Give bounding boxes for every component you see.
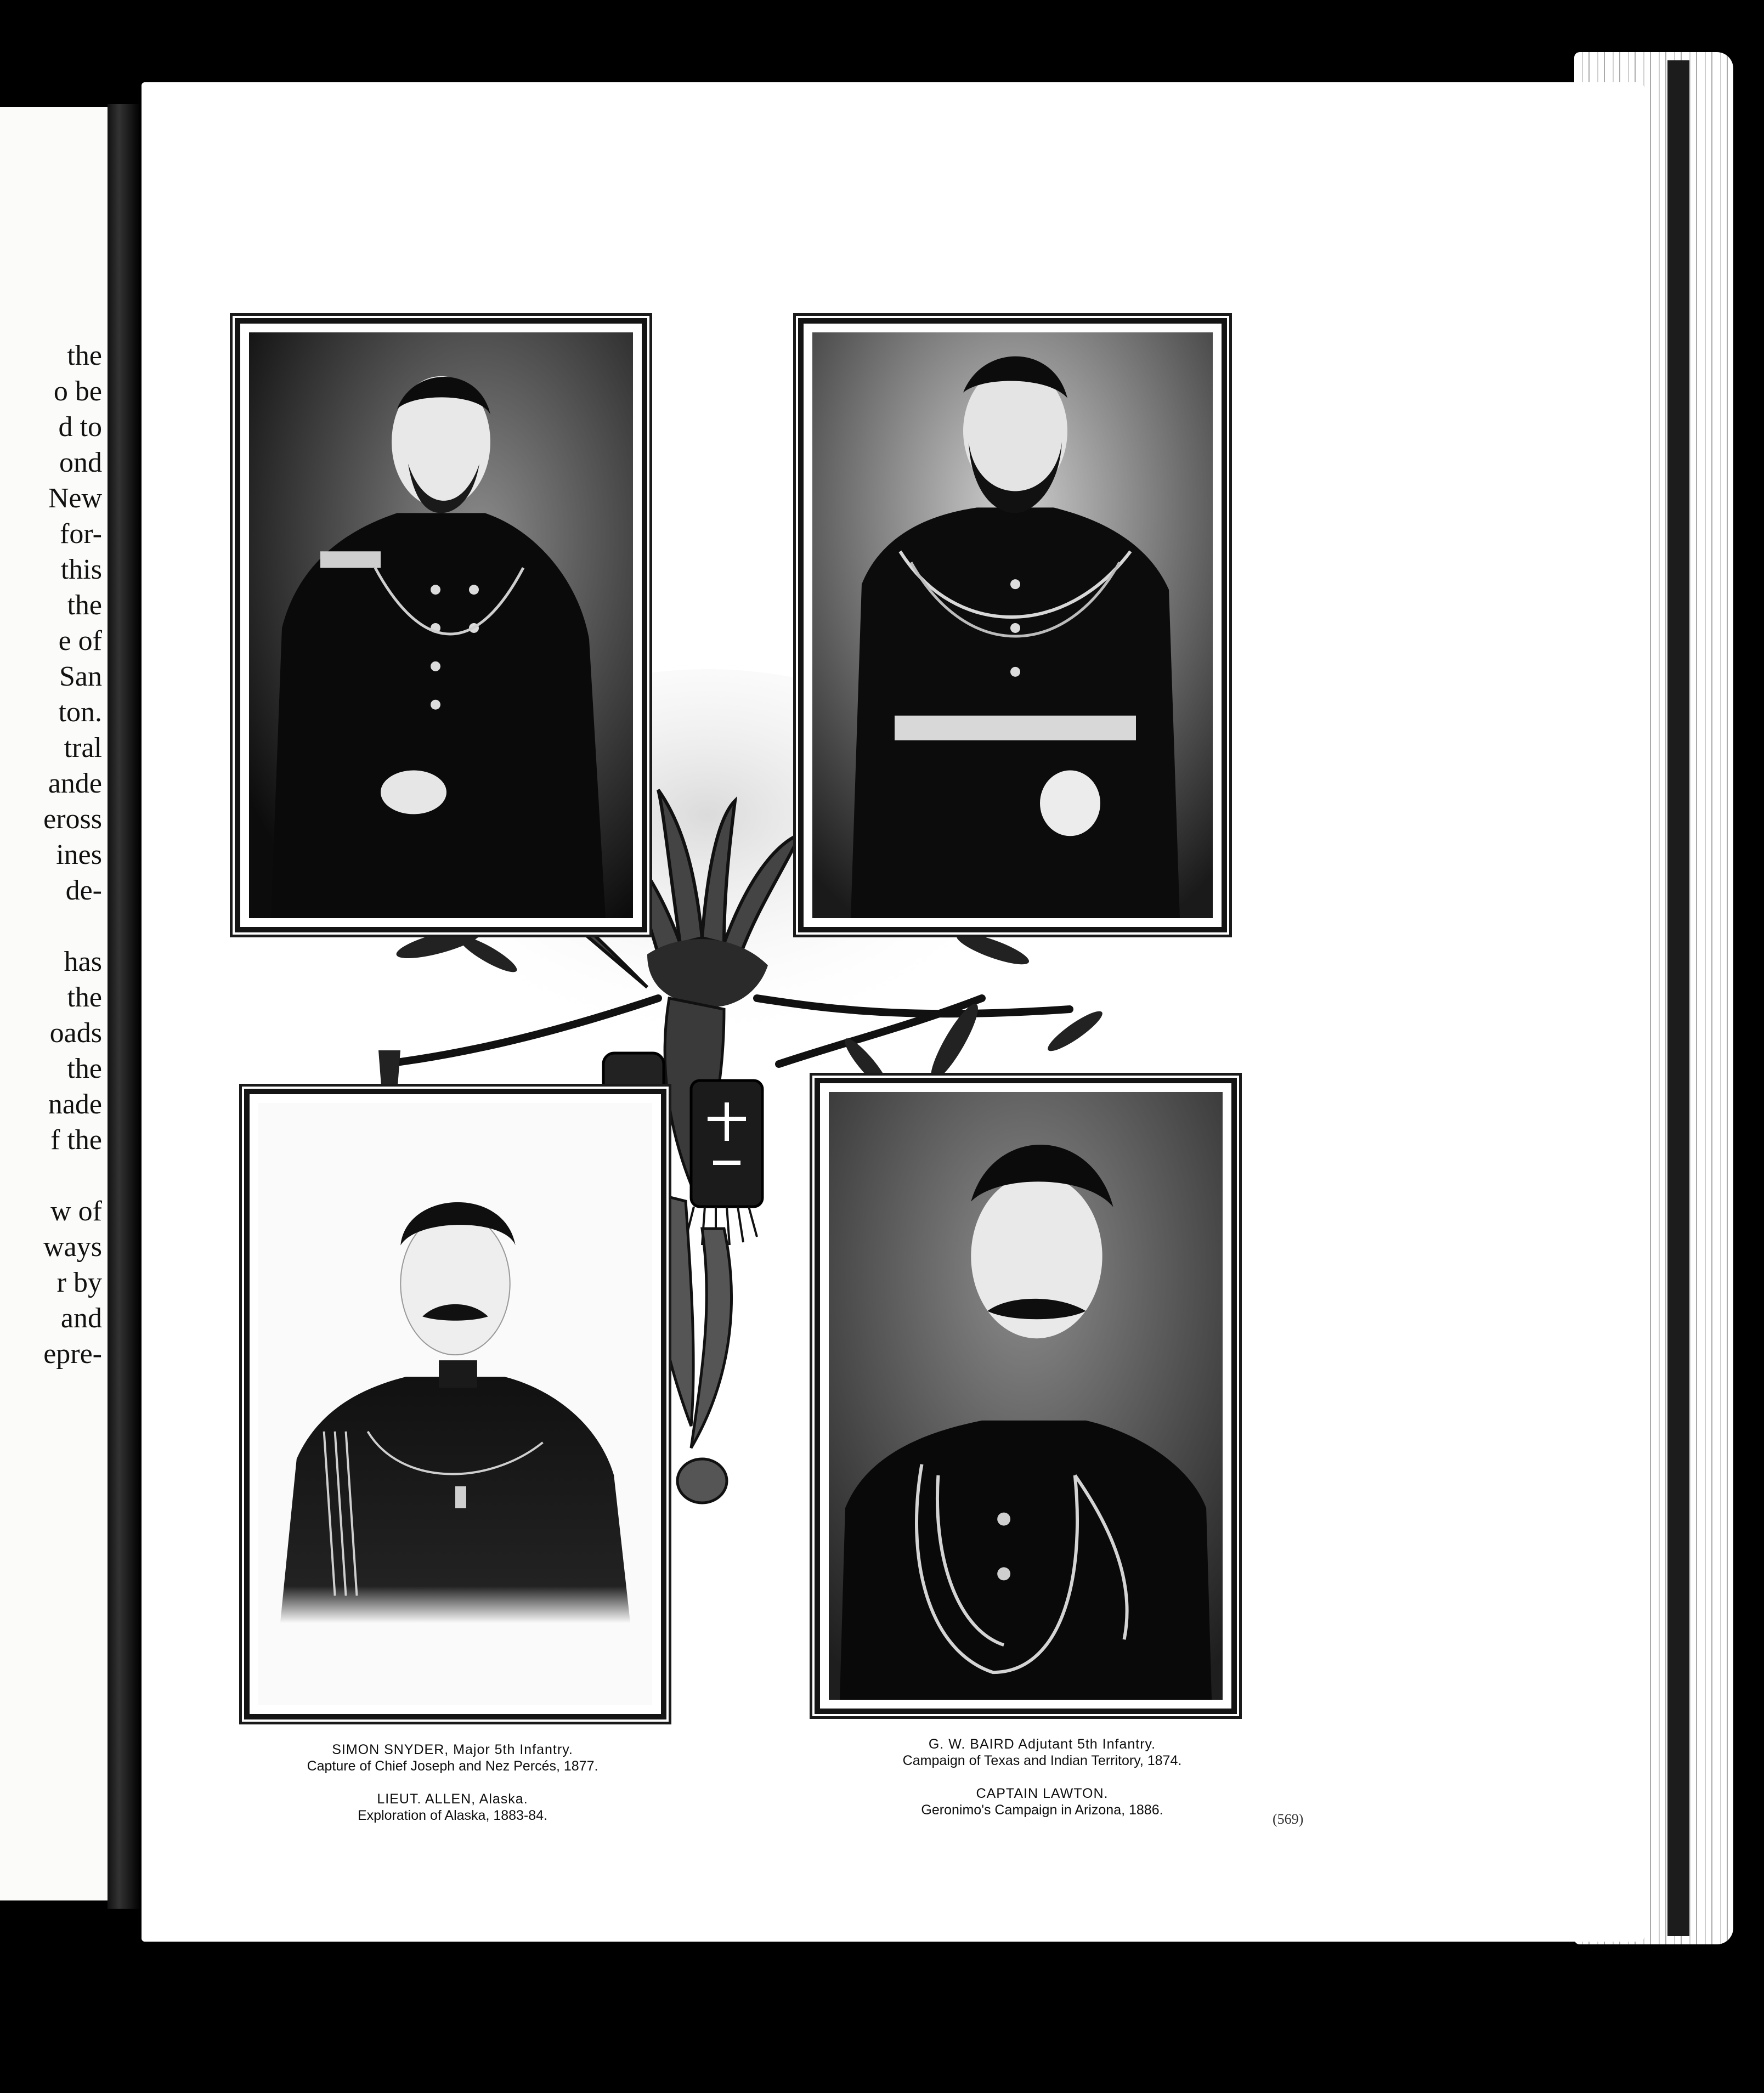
facing-page-line: this bbox=[60, 554, 102, 585]
officer-photo bbox=[258, 1103, 652, 1705]
officer-photo bbox=[249, 332, 633, 918]
facing-page-line: tral bbox=[64, 732, 102, 763]
facing-page-line: the bbox=[67, 590, 102, 621]
facing-page-line: ond bbox=[59, 447, 102, 478]
portrait-bottom-left bbox=[244, 1089, 666, 1719]
facing-page-line: ways bbox=[43, 1231, 102, 1263]
facing-page-line: for- bbox=[60, 518, 102, 550]
caption-name: CAPTAIN LAWTON. bbox=[976, 1786, 1109, 1801]
officer-photo bbox=[829, 1092, 1223, 1700]
facing-page-line: the bbox=[67, 1053, 102, 1084]
portrait-bottom-right bbox=[815, 1078, 1237, 1714]
facing-page-line: e of bbox=[58, 625, 102, 657]
facing-page bbox=[0, 107, 110, 1900]
facing-page-line: epre- bbox=[43, 1338, 102, 1370]
caption-detail: Campaign of Texas and Indian Territory, 1874. bbox=[902, 1753, 1182, 1768]
facing-page-line: the bbox=[67, 340, 102, 371]
facing-page-line: ande bbox=[48, 768, 102, 799]
caption-allen bbox=[236, 1791, 669, 1824]
facing-page-line: has bbox=[64, 946, 102, 977]
officer-photo bbox=[812, 332, 1213, 918]
facing-page-line: r by bbox=[56, 1267, 102, 1298]
caption-name: LIEUT. ALLEN, Alaska. bbox=[377, 1791, 528, 1807]
portrait-top-left bbox=[235, 318, 647, 932]
facing-page-line: f the bbox=[50, 1124, 102, 1156]
book-gutter bbox=[108, 104, 140, 1909]
caption-detail: Exploration of Alaska, 1883-84. bbox=[357, 1808, 548, 1823]
facing-page-line: w of bbox=[50, 1196, 102, 1227]
caption-name: G. W. BAIRD Adjutant 5th Infantry. bbox=[928, 1736, 1156, 1752]
caption-detail: Capture of Chief Joseph and Nez Percés, 1877. bbox=[307, 1758, 598, 1774]
facing-page-line: ton. bbox=[58, 697, 102, 728]
caption-snyder bbox=[236, 1741, 669, 1774]
facing-page-line: the bbox=[67, 982, 102, 1013]
facing-page-line: o be bbox=[53, 376, 102, 407]
facing-page-line: ines bbox=[56, 839, 102, 870]
facing-page-line: San bbox=[59, 661, 102, 692]
page-shadow bbox=[1667, 60, 1689, 1936]
caption-name: SIMON SNYDER, Major 5th Infantry. bbox=[332, 1742, 573, 1757]
facing-page-line: eross bbox=[43, 804, 102, 835]
facing-page-line: and bbox=[60, 1303, 102, 1334]
caption-baird bbox=[823, 1736, 1262, 1769]
facing-page-line: d to bbox=[58, 411, 102, 443]
portrait-top-right bbox=[798, 318, 1227, 932]
caption-detail: Geronimo's Campaign in Arizona, 1886. bbox=[921, 1802, 1163, 1818]
facing-page-line: nade bbox=[48, 1089, 102, 1120]
facing-page-line: de- bbox=[65, 875, 102, 906]
facing-page-line: New bbox=[48, 483, 102, 514]
caption-lawton bbox=[823, 1785, 1262, 1818]
page-number: (569) bbox=[1273, 1811, 1304, 1827]
facing-page-line: oads bbox=[49, 1017, 102, 1049]
